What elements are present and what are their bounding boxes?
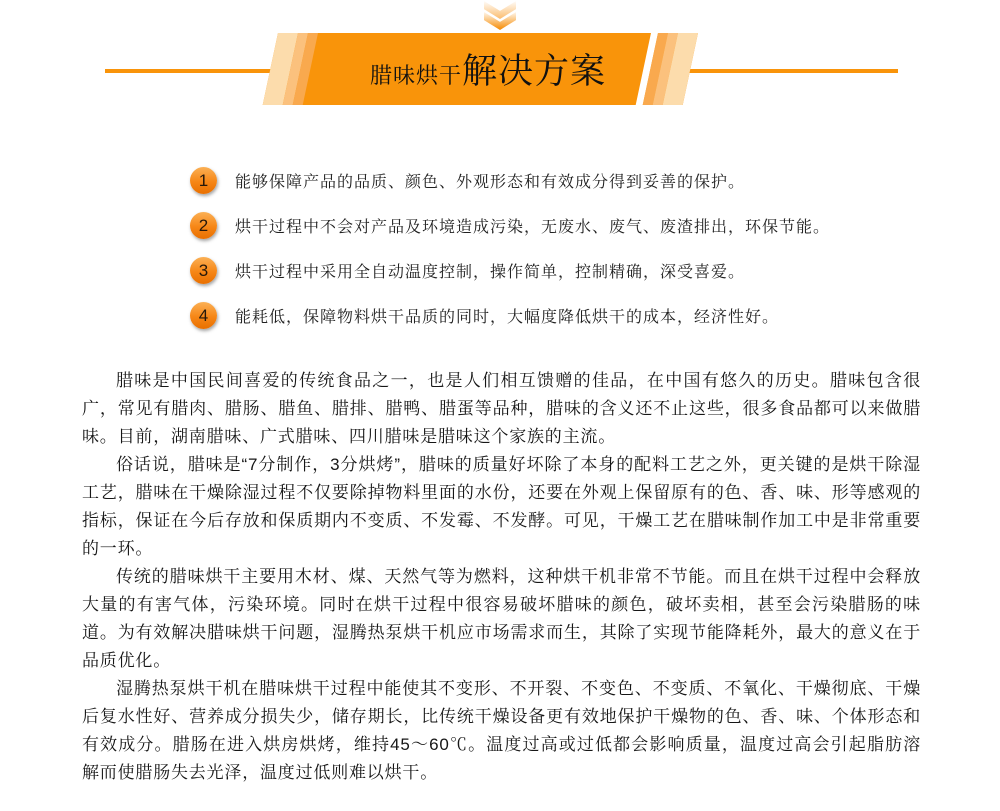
header-rule-right: [687, 69, 898, 73]
list-item: [190, 212, 830, 239]
list-item-text: 能够保障产品的品质、颜色、外观形态和有效成分得到妥善的保护。: [235, 174, 746, 191]
chevron-down-icon: [484, 1, 516, 30]
paragraph: 湿腾热泵烘干机在腊味烘干过程中能使其不变形、不开裂、不变色、不变质、不氧化、干燥彻底、干燥后复水性好、营养成分损失少，储存期长，比传统干燥设备更有效地保护干燥物的色、香、味、个体形态和有效成分。腊肠在进入烘房烘烤，维持45～60℃。温度过高或过低都会影响质量，温度过高会引起脂肪溶解而使腊肠失去光泽，温度过低则难以烘干。: [82, 679, 921, 782]
list-item-text: 能耗低，保障物料烘干品质的同时，大幅度降低烘干的成本，经济性好。: [235, 309, 780, 326]
page-title-large: 解决方案: [462, 52, 607, 91]
page-title-text: [370, 44, 606, 94]
advantages-list: [190, 167, 830, 347]
article-body: [82, 367, 921, 787]
list-item-text: 烘干过程中不会对产品及环境造成污染，无废水、废气、废渣排出，环保节能。: [235, 219, 831, 236]
number-badge: 1: [190, 167, 217, 194]
list-item: [190, 167, 830, 194]
paragraph: 俗话说，腊味是“7分制作，3分烘烤”，腊味的质量好坏除了本身的配料工艺之外，更关键的是烘干除湿工艺，腊味在干燥除湿过程不仅要除掉物料里面的水份，还要在外观上保留原有的色、香、味、形等感观的指标，保证在今后存放和保质期内不变质、不发霉、不发酵。可见，干燥工艺在腊味制作加工中是非常重要的一环。: [82, 455, 921, 558]
header-rule-left: [105, 69, 276, 73]
number-badge: 2: [190, 212, 217, 239]
paragraph: 传统的腊味烘干主要用木材、煤、天然气等为燃料，这种烘干机非常不节能。而且在烘干过程中会释放大量的有害气体，污染环境。同时在烘干过程中很容易破坏腊味的颜色，破坏卖相，甚至会污染腊肠的味道。为有效解决腊味烘干问题，湿腾热泵烘干机应市场需求而生，其除了实现节能降耗外，最大的意义在于品质优化。: [82, 567, 921, 670]
page-title: [278, 33, 698, 105]
list-item: [190, 257, 830, 284]
number-badge: 3: [190, 257, 217, 284]
list-item: [190, 302, 830, 329]
page-title-small: 腊味烘干: [369, 63, 462, 88]
list-item-text: 烘干过程中采用全自动温度控制，操作简单，控制精确，深受喜爱。: [235, 264, 746, 281]
number-badge: 4: [190, 302, 217, 329]
paragraph: 腊味是中国民间喜爱的传统食品之一，也是人们相互馈赠的佳品，在中国有悠久的历史。腊味包含很广，常见有腊肉、腊肠、腊鱼、腊排、腊鸭、腊蛋等品种，腊味的含义还不止这些，很多食品都可以来做腊味。目前，湖南腊味、广式腊味、四川腊味是腊味这个家族的主流。: [82, 371, 921, 446]
